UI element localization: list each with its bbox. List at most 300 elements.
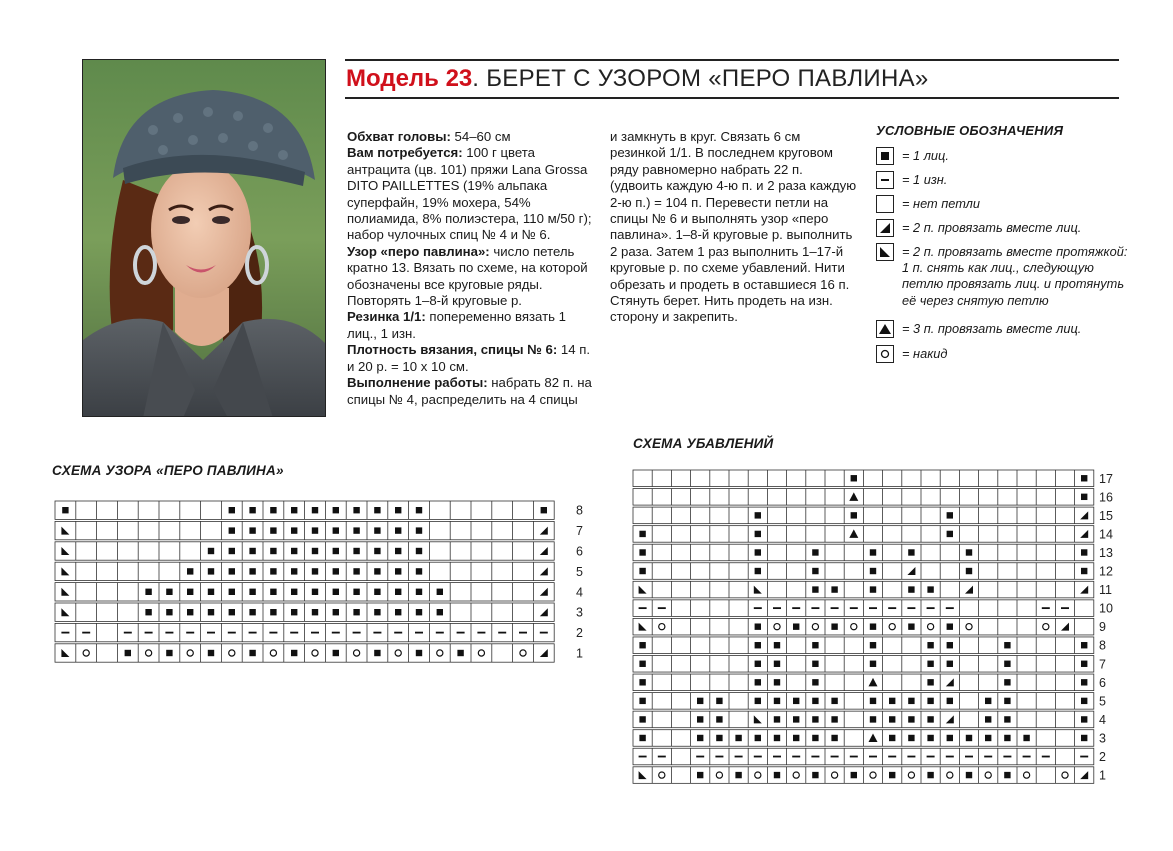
knit-mark [353,548,359,554]
knit-mark [1004,716,1010,722]
knit-mark [291,650,297,656]
purl-mark [965,756,973,758]
purl-mark [696,756,704,758]
knit-mark [812,772,818,778]
knit-mark [927,716,933,722]
knit-mark [870,586,876,592]
knit-mark [755,623,761,629]
purl-mark [792,756,800,758]
knit-mark [639,679,645,685]
row-number: 15 [1099,508,1113,523]
knit-mark [812,698,818,704]
purl-mark [269,632,277,634]
purl-mark [811,756,819,758]
knit-mark [851,475,857,481]
knit-mark [1004,642,1010,648]
purl-mark [394,632,402,634]
k3tog-symbol-icon [876,320,894,338]
purl-mark [1023,756,1031,758]
knit-mark [908,623,914,629]
knit-mark [831,586,837,592]
knit-mark [333,568,339,574]
decrease-chart-title: СХЕМА УБАВЛЕНИЙ [633,436,774,451]
ssk-symbol-icon [876,243,894,261]
knit-mark [947,661,953,667]
knit-mark [639,735,645,741]
knit-mark [639,661,645,667]
knit-mark [639,568,645,574]
knit-mark [353,589,359,595]
purl-mark [353,632,361,634]
row-number: 4 [1099,712,1106,727]
knit-mark [639,549,645,555]
knit-mark [312,527,318,533]
knit-mark [291,548,297,554]
knit-mark [333,527,339,533]
knit-mark [1081,735,1087,741]
knit-mark [249,609,255,615]
knit-mark [812,586,818,592]
model-photo-illustration [83,60,326,417]
knit-mark [416,650,422,656]
knit-mark [774,661,780,667]
knit-mark [416,589,422,595]
purl-mark [869,756,877,758]
knit-mark [416,527,422,533]
knit-mark [437,609,443,615]
knit-mark [870,623,876,629]
knit-mark [208,650,214,656]
row-number: 8 [1099,638,1106,653]
knit-mark [166,589,172,595]
purl-mark [124,632,132,634]
knit-mark [851,772,857,778]
knit-mark [716,735,722,741]
pattern-chart-title: СХЕМА УЗОРА «ПЕРО ПАВЛИНА» [52,463,284,478]
knit-mark [457,650,463,656]
knit-mark [908,549,914,555]
knit-mark [416,609,422,615]
knit-mark [145,589,151,595]
knit-mark [755,642,761,648]
knit-mark [1023,735,1029,741]
knit-mark [735,735,741,741]
knit-mark [947,642,953,648]
knit-mark [374,609,380,615]
knit-mark [1081,661,1087,667]
knit-mark [1004,679,1010,685]
yarn-over-symbol-icon [876,345,894,363]
instructions-column-1 [347,129,592,408]
knit-mark [291,527,297,533]
knit-mark [1081,549,1087,555]
knit-mark [716,716,722,722]
gauge: Плотность вязания, спицы № 6: 14 п. и 20 р. = 10 х 10 см. [347,342,591,374]
knit-mark [831,698,837,704]
purl-mark [207,632,215,634]
knit-mark [985,716,991,722]
row-number: 7 [1099,657,1106,672]
purl-mark [831,607,839,609]
knit-mark [947,531,953,537]
knit-mark [966,735,972,741]
purl-mark [290,632,298,634]
knit-mark [270,609,276,615]
knit-mark [870,549,876,555]
knit-mark [249,548,255,554]
knit-mark [774,679,780,685]
knit-mark [1004,698,1010,704]
title-text: БЕРЕТ С УЗОРОМ «ПЕРО ПАВЛИНА» [479,65,929,92]
purl-mark [927,756,935,758]
knit-mark [270,568,276,574]
knit-mark [908,698,914,704]
knit-mark [774,735,780,741]
purl-mark [907,607,915,609]
purl-mark [457,632,465,634]
purl-mark [946,607,954,609]
knit-mark [291,589,297,595]
knit-mark [927,661,933,667]
purl-mark [373,632,381,634]
knit-mark [229,589,235,595]
knit-mark [312,568,318,574]
knit-mark [966,772,972,778]
knit-mark [1004,661,1010,667]
purl-mark [519,632,527,634]
knit-mark [716,698,722,704]
knit-mark [793,698,799,704]
purl-mark [165,632,173,634]
knit-mark [187,589,193,595]
knit-mark [312,548,318,554]
knit-mark [395,589,401,595]
row-number: 7 [576,524,583,539]
knit-mark [333,507,339,513]
knit-mark [125,650,131,656]
knit-mark [927,698,933,704]
knit-mark [353,527,359,533]
knit-mark [908,716,914,722]
knit-mark [812,661,818,667]
knit-mark [774,642,780,648]
row-number: 16 [1099,490,1113,505]
knit-mark [166,650,172,656]
purl-mark [773,607,781,609]
knit-mark [870,698,876,704]
purl-mark [639,756,647,758]
knit-mark [774,772,780,778]
knit-mark [947,512,953,518]
row-number: 4 [576,585,583,600]
row-number: 1 [1099,768,1106,783]
knit-mark [985,698,991,704]
knit-mark [1004,772,1010,778]
knit-mark [889,716,895,722]
knit-mark [249,650,255,656]
knit-mark [889,698,895,704]
knit-mark [812,568,818,574]
knit-mark [249,507,255,513]
knit-mark [851,512,857,518]
knit-mark [870,661,876,667]
row-number: 2 [576,626,583,641]
knit-mark [755,679,761,685]
knit-mark [697,772,703,778]
row-number: 5 [1099,694,1106,709]
knit-mark [812,735,818,741]
knit-mark [333,589,339,595]
knit-mark [166,609,172,615]
knit-mark [416,548,422,554]
header-rule-bottom [345,97,1119,99]
row-number: 6 [1099,675,1106,690]
purl-mark [1003,756,1011,758]
row-number: 13 [1099,545,1113,560]
knit-mark [187,568,193,574]
beret-photo [82,59,326,417]
purl-mark [82,632,90,634]
knit-mark [812,679,818,685]
knit-mark [1081,475,1087,481]
purl-mark [186,632,194,634]
purl-mark [888,756,896,758]
knit-mark [374,527,380,533]
knit-mark [985,735,991,741]
knit-mark [249,527,255,533]
row-number: 8 [576,503,583,518]
work-steps: Выполнение работы: набрать 82 п. на спицы № 4, распределить на 4 спицы [347,375,592,407]
knit-mark [812,716,818,722]
decrease-chart-grid [633,470,1123,800]
knit-mark [947,735,953,741]
knit-symbol-icon [876,147,894,165]
knit-mark [374,589,380,595]
knit-mark [291,568,297,574]
purl-mark [311,632,319,634]
row-number: 3 [576,605,583,620]
purl-mark [477,632,485,634]
row-number: 11 [1099,583,1112,598]
knit-mark [395,507,401,513]
knit-mark [755,549,761,555]
knit-mark [1081,642,1087,648]
purl-mark [145,632,153,634]
knit-mark [208,568,214,574]
knit-mark [333,650,339,656]
purl-mark [907,756,915,758]
knit-mark [927,642,933,648]
knit-mark [270,527,276,533]
purl-mark [754,756,762,758]
knit-mark [1081,716,1087,722]
purl-mark [792,607,800,609]
k2tog-symbol-icon [876,219,894,237]
purl-mark [1061,607,1069,609]
purl-mark [1080,756,1088,758]
knit-mark [1081,568,1087,574]
purl-mark [888,607,896,609]
knit-mark [229,507,235,513]
purl-mark [332,632,340,634]
knit-mark [374,650,380,656]
knit-mark [208,548,214,554]
row-number: 3 [1099,731,1106,746]
knit-mark [889,772,895,778]
title-dot: . [472,65,480,92]
knit-mark [812,642,818,648]
pattern-description: Узор «перо павлина»: число петель кратно 13. Вязать по схеме, на которой обозначены все круговые ряды. Повторять 1–8-й круговые р. [347,243,588,309]
purl-mark [498,632,506,634]
row-number: 5 [576,564,583,579]
knit-mark [229,527,235,533]
knit-mark [187,609,193,615]
knit-mark [947,623,953,629]
knit-mark [145,609,151,615]
knit-mark [755,661,761,667]
instructions-column-2: и замкнуть в круг. Связать 6 см резинкой 1/1. В последнем круговом ряду равномерно набрать 22 п. (удвоить каждую 4-ю п. и 2 раза каждую 2-ю п.) = 104 п. Перевести петли на спицы № 6 и выполнять узор «перо павлина». 1–8-й круговые р. выполнить 2 раза. Затем 1 раз выполнить 1–17-й круговые р. по схеме убавлений. Нити обрезать и продеть в оставшиеся 16 п. Стянуть берет. Нить продеть на изн. сторону и закрепить. [610,129,857,325]
knit-mark [927,679,933,685]
knit-mark [229,609,235,615]
knit-mark [774,716,780,722]
knit-mark [735,772,741,778]
knit-mark [249,568,255,574]
purl-mark [658,607,666,609]
purl-mark [658,756,666,758]
knit-mark [333,609,339,615]
knit-mark [966,568,972,574]
knit-mark [416,568,422,574]
knit-mark [755,512,761,518]
head-size: Обхват головы: 54–60 см [347,129,511,144]
knit-mark [774,698,780,704]
knit-mark [831,716,837,722]
purl-mark [831,756,839,758]
knit-mark [927,586,933,592]
purl-mark [927,607,935,609]
knit-mark [908,735,914,741]
knit-mark [395,609,401,615]
purl-mark [735,756,743,758]
knit-mark [927,772,933,778]
knit-mark [353,568,359,574]
purl-mark [811,607,819,609]
knit-mark [870,716,876,722]
knit-mark [639,642,645,648]
knit-mark [793,735,799,741]
row-number: 17 [1099,471,1113,486]
knit-mark [639,531,645,537]
knit-mark [1081,698,1087,704]
knit-mark [374,507,380,513]
knit-mark [270,589,276,595]
empty-symbol-icon [876,195,894,213]
knit-mark [437,589,443,595]
purl-mark [540,632,548,634]
knit-mark [395,568,401,574]
materials: Вам потребуется: 100 г цвета антрацита (цв. 101) пряжи Lana Grossa DITO PAILLETTES (19% альпака суперфайн, 19% мохера, 54% полиамида, 8% полиэстера, 110 м/50 г); набор чулочных спиц № 4 и № 6. [347,145,592,243]
knit-mark [208,609,214,615]
knit-mark [333,548,339,554]
row-number: 6 [576,544,583,559]
knit-mark [947,698,953,704]
knit-mark [62,507,68,513]
knit-mark [755,735,761,741]
knit-mark [812,549,818,555]
knit-mark [639,698,645,704]
knit-mark [793,716,799,722]
knit-mark [908,586,914,592]
knit-mark [1004,735,1010,741]
purl-mark [61,632,69,634]
knit-mark [927,735,933,741]
legend-title: УСЛОВНЫЕ ОБОЗНАЧЕНИЯ [876,123,1064,138]
knit-mark [291,609,297,615]
knit-mark [353,507,359,513]
purl-mark [754,607,762,609]
purl-mark [1042,607,1050,609]
knit-mark [889,735,895,741]
row-number: 10 [1099,601,1113,616]
knit-mark [697,735,703,741]
knit-mark [374,568,380,574]
knit-mark [229,568,235,574]
purl-mark [415,632,423,634]
knit-mark [541,507,547,513]
purl-mark [639,607,647,609]
purl-mark [850,756,858,758]
knit-mark [1081,494,1087,500]
knit-mark [312,589,318,595]
purl-mark [249,632,257,634]
row-number: 14 [1099,527,1113,542]
purl-mark [1042,756,1050,758]
purl-mark [436,632,444,634]
knit-mark [697,716,703,722]
knit-mark [793,623,799,629]
knit-mark [755,568,761,574]
model-number: Модель 23 [346,65,473,92]
purl-mark [984,756,992,758]
knit-mark [831,735,837,741]
knit-mark [312,609,318,615]
knit-mark [416,507,422,513]
purl-mark [850,607,858,609]
knit-mark [755,698,761,704]
page-title [346,64,929,94]
knit-mark [270,507,276,513]
knit-mark [353,609,359,615]
purl-symbol-icon [876,171,894,189]
knit-mark [870,568,876,574]
knit-mark [312,507,318,513]
row-number: 12 [1099,564,1113,579]
knit-mark [395,548,401,554]
purl-mark [715,756,723,758]
row-number: 9 [1099,620,1106,635]
purl-mark [869,607,877,609]
knit-mark [270,548,276,554]
row-number: 1 [576,646,583,661]
purl-mark [946,756,954,758]
knit-mark [639,716,645,722]
pattern-chart-grid [55,501,595,671]
purl-mark [773,756,781,758]
header-rule-top [345,59,1119,61]
knit-mark [374,548,380,554]
purl-mark [228,632,236,634]
knit-mark [249,589,255,595]
